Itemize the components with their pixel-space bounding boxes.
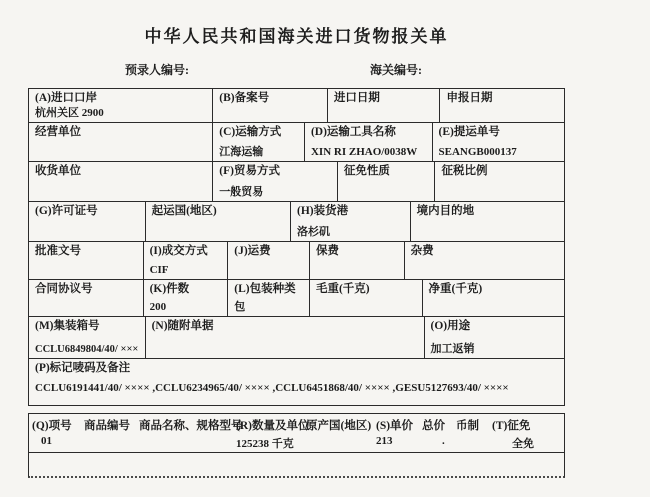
field-label: 征免性质 [343,165,390,177]
field-value: 加工返销 [430,343,475,356]
field-trade-mode [213,162,338,201]
table-row [29,89,564,123]
field-label: (K)件数 [149,283,190,295]
field-levy-nature [338,162,436,201]
field-label: 毛重(千克) [315,283,370,295]
field-value: 包 [234,301,246,314]
field-label: 批准文号 [35,245,81,257]
field-label: 收货单位 [35,165,81,177]
field-record-no [213,89,328,122]
item-unit-price-value: 213 [376,435,393,447]
field-value: SEANGB000137 [438,146,517,159]
field-label: (H)装货港 [297,205,349,217]
page-title: 中华人民共和国海关进口货物报关单 [144,27,449,46]
items-header-total-price: 总价 [422,420,445,432]
field-label: 进口日期 [333,92,380,104]
field-value: CIF [149,264,169,277]
field-contract-no [29,280,144,316]
items-header-item-no: (Q)项号 [32,420,72,432]
field-departure-country [146,202,291,241]
items-header-origin-country: 原产国(地区) [306,420,372,432]
field-value: CCLU6849804/40/ ××× [35,343,139,355]
field-label: (I)成交方式 [149,245,208,257]
field-value: 200 [149,301,167,314]
field-label: (E)提运单号 [438,126,500,138]
field-import-port [29,89,213,122]
field-import-date [328,89,441,122]
items-header-quantity-unit: (R)数量及单位 [236,420,310,432]
field-usage [425,317,564,358]
customs-number-label: 海关编号: [370,63,422,77]
field-marks-remarks [29,359,564,405]
field-tax-ratio [435,162,564,201]
field-destination [411,202,564,241]
field-label: 杂费 [410,245,434,257]
field-operator-unit [29,123,213,161]
field-label: (D)运输工具名称 [310,126,396,138]
item-exemption-value: 全免 [512,438,534,450]
field-declare-date [440,89,564,122]
items-header-goods-name: 商品名称、规格型号 [139,420,243,432]
field-bill-no [433,123,565,161]
items-header-exemption: (T)征免 [492,420,531,432]
field-label: (O)用途 [430,320,471,332]
field-value: 杭州关区 2900 [35,107,104,120]
field-label: 经营单位 [35,126,81,138]
field-container-no [29,317,146,358]
field-label: 合同协议号 [35,283,93,295]
table-row [29,359,564,405]
item-no-value: 01 [41,435,52,447]
field-value: 一般贸易 [219,186,264,199]
field-label: 征税比例 [441,165,488,177]
field-label: (B)备案号 [219,92,270,104]
field-label: (M)集装箱号 [35,320,100,332]
field-label: (G)许可证号 [35,205,98,217]
declaration-table [28,88,565,406]
table-row [29,280,564,317]
field-label: (A)进口口岸 [35,92,97,104]
field-value: 洛杉矶 [297,226,331,239]
empty-item-row [29,453,564,477]
field-transport-name [305,123,433,161]
field-value: 江海运输 [219,146,264,159]
table-row [29,162,564,202]
field-attached-docs [146,317,425,358]
field-insurance [310,242,405,279]
field-label: (L)包装种类 [234,283,296,295]
field-net-weight [423,280,564,316]
field-label: 境内目的地 [416,205,475,217]
field-label: (N)随附单据 [151,320,214,332]
field-label: (F)贸易方式 [219,165,280,177]
field-license-no [29,202,146,241]
table-row [29,317,564,359]
field-value: XIN RI ZHAO/0038W [310,146,418,159]
field-approval-no [29,242,144,279]
field-package-type [228,280,310,316]
table-row [29,123,564,162]
field-label: (P)标记唛码及备注 [35,362,131,374]
goods-items-section [28,413,565,478]
field-label: 保费 [315,245,339,257]
field-value: CCLU6191441/40/ ×××× ,CCLU6234965/40/ ×××× ,CCLU6451868/40/ ×××× ,GESU5127693/40/ ×××× [35,382,509,395]
items-header-currency: 币制 [456,420,479,432]
field-label: (C)运输方式 [219,126,282,138]
field-gross-weight [310,280,423,316]
items-header-unit-price: (S)单价 [376,420,414,432]
item-total-price-value: . [442,435,445,447]
field-packages-count [144,280,229,316]
field-label: 净重(千克) [428,283,483,295]
field-label: 起运国(地区) [151,205,217,217]
field-label: (J)运费 [234,245,271,257]
field-freight [228,242,310,279]
table-row [29,242,564,280]
field-consignee [29,162,213,201]
item-quantity-value: 125238 千克 [236,438,294,450]
field-label: 申报日期 [446,92,493,104]
goods-items-header-row [29,414,564,453]
field-loading-port [291,202,411,241]
pre-entry-number-label: 预录人编号: [125,63,189,77]
table-row [29,202,564,242]
field-misc-fees [405,242,564,279]
field-transaction-terms [144,242,229,279]
items-header-commodity-code: 商品编号 [84,420,130,432]
field-transport-mode [213,123,305,161]
